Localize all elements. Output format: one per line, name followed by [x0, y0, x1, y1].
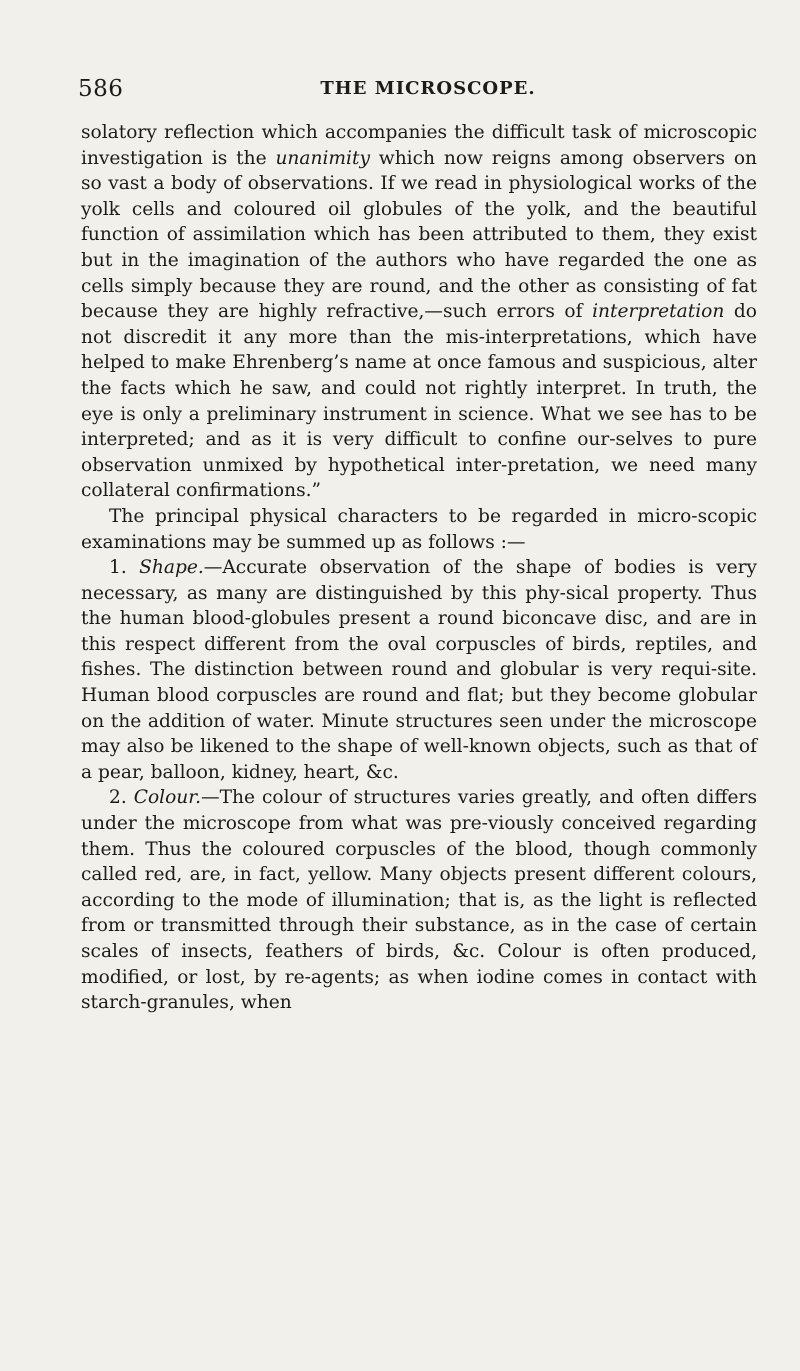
item-label-colour: Colour. — [133, 787, 202, 809]
item-label-shape: Shape. — [139, 557, 204, 579]
item-text: —The colour of structures varies greatly, and often differs under the microscope from what was pre-viously conceived regarding them. Thus the coloured corpuscles of the blood, though commonly called red, are, in fact, yellow. Many objects present different colours, according to the mode of illumination; that is, as the light is reflected from or transmitted through their substance, as in the case of certain scales of insects, feathers of birds, &c. Colour is often produced, modified, or lost, by re-agents; as when iodine comes in contact with starch-granules, when — [81, 787, 757, 1014]
italic-term-interpretation: interpretation — [592, 301, 725, 323]
running-title: THE MICROSCOPE. — [320, 78, 536, 99]
paragraph-continued — [81, 120, 757, 504]
item-number: 2. — [109, 787, 134, 809]
paragraph-intro: The principal physical characters to be regarded in micro-scopic examinations may be summed up as follows :— — [81, 505, 757, 553]
list-item-shape — [81, 555, 757, 785]
body-text — [81, 120, 757, 1016]
italic-term-unanimity: unanimity — [275, 147, 370, 169]
paragraph-text: which now reigns among observers on so vast a body of observations. If we read in physiological works of the yolk cells and coloured oil globules of the yolk, and the beautiful function of assimilation which has been attributed to them, they exist but in the imagination of the authors who have regarded the one as cells simply because they are round, and the other as consisting of fat because they are highly refractive,—such errors of — [81, 147, 757, 323]
paragraph-text: solatory reflection which accompanies the difficult task of microscopic investigation is the — [81, 122, 757, 169]
list-item-colour — [81, 785, 757, 1015]
paragraph-text: do not discredit it any more than the mis-interpretations, which have helped to make Ehrenberg’s name at once famous and suspicious, alter the facts which he saw, and could not rightly interpret. In truth, the eye is only a preliminary instrument in science. What we see has to be interpreted; and as it is very difficult to confine our-selves to pure observation unmixed by hypothetical inter-pretation, we need many collateral confirmations.” — [81, 301, 757, 502]
page-number: 586 — [78, 76, 124, 102]
item-number: 1. — [109, 557, 140, 579]
running-head — [78, 76, 754, 106]
item-text: —Accurate observation of the shape of bodies is very necessary, as many are distinguished by this phy-sical property. Thus the human blood-globules present a round biconcave disc, and are in this respect different from the oval corpuscles of birds, reptiles, and fishes. The distinction between round and globular is very requi-site. Human blood corpuscles are round and flat; but they become globular on the addition of water. Minute structures seen under the microscope may also be likened to the shape of well-known objects, such as that of a pear, balloon, kidney, heart, &c. — [81, 557, 757, 783]
